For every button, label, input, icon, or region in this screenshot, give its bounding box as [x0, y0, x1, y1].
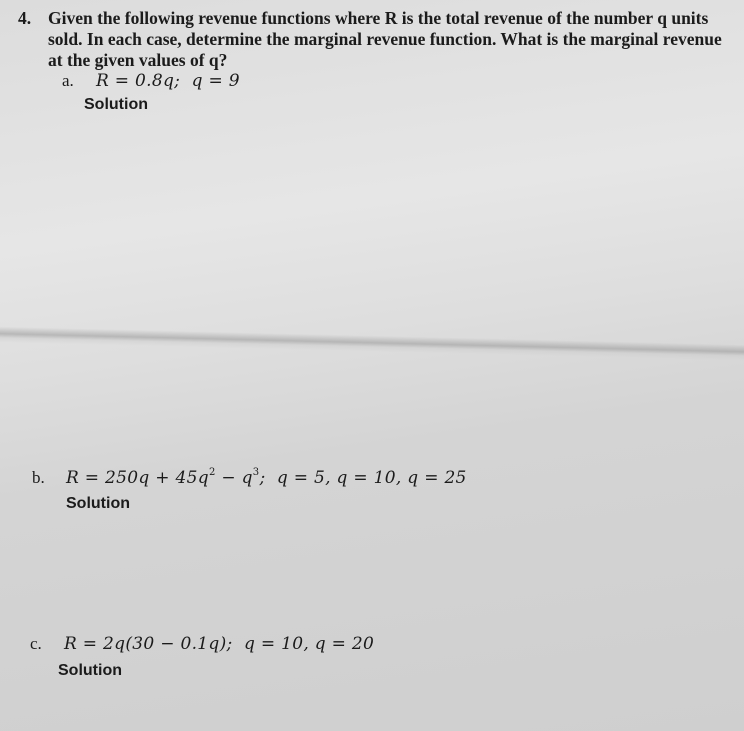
question-number: 4. [18, 8, 32, 28]
part-a [62, 71, 240, 91]
part-b-solution-label: Solution [66, 495, 130, 512]
part-c [30, 634, 374, 654]
part-b-formula-mid: − q [215, 468, 253, 488]
part-b-exponent-3: 3 [252, 467, 260, 478]
part-b-letter: b. [32, 468, 45, 487]
part-b-formula-pre: R = 250q + 45q [66, 468, 209, 488]
part-b-formula [66, 467, 467, 488]
part-a-letter: a. [62, 71, 74, 90]
question-text: Given the following revenue functions where R is the total revenue of the number q units sold. In each case, determine the marginal revenue function. What is the marginal revenue at the given values of q? [48, 8, 722, 70]
page-fold-shadow [0, 326, 744, 362]
part-c-solution-label: Solution [58, 662, 122, 679]
part-c-letter: c. [30, 634, 42, 653]
part-b-formula-post: ; q = 5, q = 10, q = 25 [259, 468, 467, 488]
part-b [32, 467, 467, 488]
part-a-formula: R = 0.8q; q = 9 [96, 71, 240, 91]
part-b-exponent-2: 2 [208, 467, 216, 478]
question-header [18, 8, 738, 71]
part-c-formula: R = 2q(30 − 0.1q); q = 10, q = 20 [64, 634, 375, 654]
part-a-solution-label: Solution [84, 96, 148, 113]
